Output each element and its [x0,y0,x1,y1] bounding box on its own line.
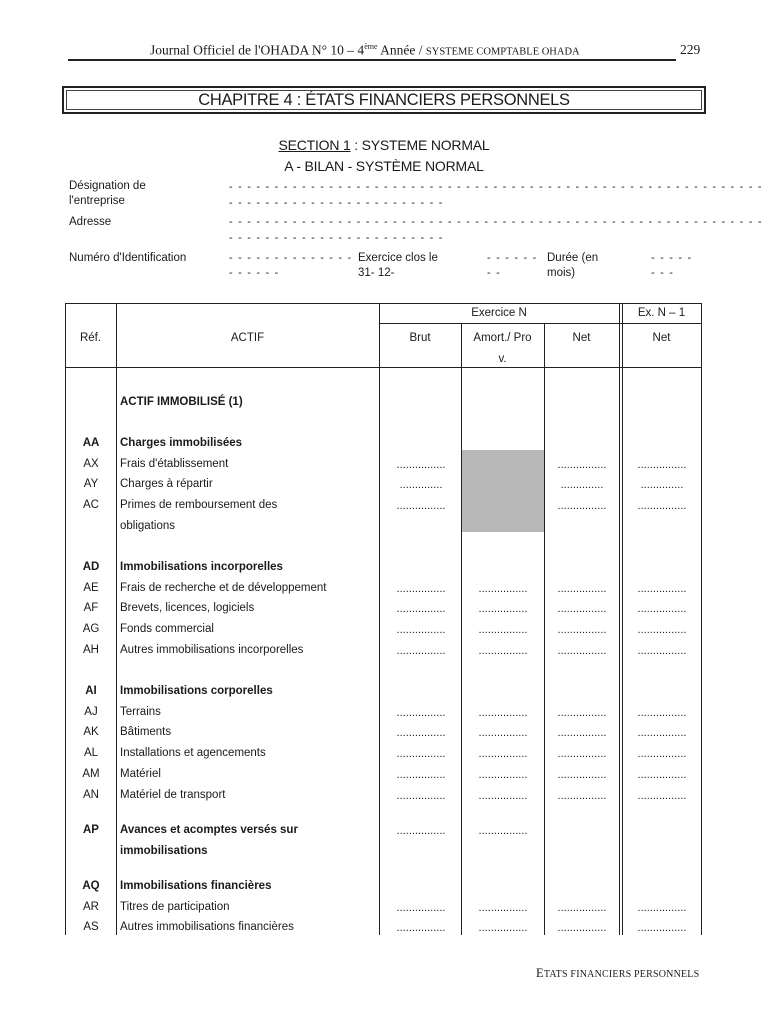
row-label-cont: obligations [120,520,175,532]
row-label: Bâtiments [120,726,172,738]
dots-brut[interactable]: ................ [396,583,446,595]
dots-net[interactable]: ................ [557,922,607,934]
dots-net-prev[interactable]: ................ [637,790,687,802]
dots-amort[interactable]: ................ [478,583,528,595]
dots-brut[interactable]: ................ [396,727,446,739]
dots-net-prev[interactable]: ................ [637,727,687,739]
journal-title-main: Journal Officiel de l'OHADA N° 10 – 4 [150,42,365,58]
row-ref: AR [83,901,99,913]
row-label: Immobilisations financières [120,880,272,892]
row-ref: AC [83,499,99,511]
row-ref: AE [83,582,99,594]
dots-net[interactable]: ................ [557,769,607,781]
numero-field-cont[interactable]: - - - - - - [229,267,280,279]
dots-brut[interactable]: ................ [396,645,446,657]
dots-net[interactable]: ................ [557,902,607,914]
duree-field[interactable]: - - - - - [651,252,693,264]
dots-net-prev[interactable]: ................ [637,459,687,471]
table-border-left [65,303,66,935]
dots-net-prev[interactable]: .............. [640,479,684,491]
dots-brut[interactable]: ................ [396,825,446,837]
dots-net-prev[interactable]: ................ [637,645,687,657]
dots-amort[interactable]: ................ [478,603,528,615]
dots-net[interactable]: ................ [557,603,607,615]
shaded-block [462,450,544,532]
header-amort-line1: Amort./ Pro [473,332,532,344]
row-ref: AD [82,561,100,573]
journal-title-superscript: ème [364,42,378,51]
row-label: Fonds commercial [120,623,214,635]
chapter-title: CHAPITRE 4 : ÉTATS FINANCIERS PERSONNELS [198,91,570,109]
dots-net[interactable]: ................ [557,707,607,719]
dots-net-prev[interactable]: ................ [637,902,687,914]
dots-amort[interactable]: ................ [478,727,528,739]
dots-net[interactable]: ................ [557,500,607,512]
row-ref: AQ [82,880,100,892]
dots-net-prev[interactable]: ................ [637,583,687,595]
header-exercice-n: Exercice N [471,307,527,319]
row-label: Immobilisations corporelles [120,685,273,697]
exercice-field[interactable]: - - - - - - [487,252,538,264]
dots-net-prev[interactable]: ................ [637,922,687,934]
dots-net[interactable]: ................ [557,790,607,802]
dots-brut[interactable]: .............. [399,479,443,491]
row-label-cont: immobilisations [120,845,208,857]
dots-brut[interactable]: ................ [396,748,446,760]
dots-net[interactable]: ................ [557,727,607,739]
row-ref: AA [82,437,100,449]
row-label: Installations et agencements [120,747,266,759]
dots-brut[interactable]: ................ [396,790,446,802]
col-divider-net-a [619,303,620,935]
dots-net-prev[interactable]: ................ [637,748,687,760]
footer-title [536,966,699,981]
dots-net[interactable]: ................ [557,459,607,471]
row-ref: AP [83,824,99,836]
row-label: Autres immobilisations incorporelles [120,644,304,656]
dots-brut[interactable]: ................ [396,902,446,914]
dots-net[interactable]: ................ [557,645,607,657]
designation-label-line1: Désignation de [69,180,146,192]
designation-label-line2: l'entreprise [69,195,125,207]
dots-brut[interactable]: ................ [396,603,446,615]
dots-net[interactable]: ................ [557,624,607,636]
section-subtitle: : SYSTEME NORMAL [350,137,490,153]
dots-brut[interactable]: ................ [396,922,446,934]
row-ref: AM [82,768,100,780]
row-label: Titres de participation [120,901,230,913]
dots-net-prev[interactable]: ................ [637,500,687,512]
exercice-label-line2: 31- 12- [358,267,395,279]
row-label: Charges à répartir [120,478,213,490]
row-ref: AL [83,747,99,759]
header-net-prev: Net [652,332,671,344]
col-divider-ref [116,303,117,935]
page-number: 229 [680,42,701,57]
duree-label-line2: mois) [547,267,576,279]
header-net: Net [572,332,591,344]
exercice-label-line1: Exercice clos le [358,252,438,264]
col-divider-brut [461,323,462,935]
dots-brut[interactable]: ................ [396,707,446,719]
row-label: Avances et acomptes versés sur [120,824,298,836]
row-ref: AG [82,623,100,635]
row-ref: AJ [84,706,98,718]
header-amort-line2: v. [498,353,507,365]
header-ref: Réf. [79,332,102,344]
header-rule [68,59,676,61]
row-ref: AI [85,685,97,697]
row-ref: AN [83,789,99,801]
dots-brut[interactable]: ................ [396,769,446,781]
dots-amort[interactable]: ................ [478,902,528,914]
header-bottom-rule [65,367,702,368]
header-divider [379,323,702,324]
chapter-box [62,86,706,114]
row-ref: AK [83,726,99,738]
header-ex-n-1: Ex. N – 1 [637,307,686,319]
adresse-field-cont[interactable]: - - - - - - - - - - - - - - - - - - - - - - - - [229,232,444,244]
designation-field-cont[interactable]: - - - - - - - - - - - - - - - - - - - - - - - - [229,197,444,209]
row-label: Charges immobilisées [120,437,243,449]
header-brut: Brut [409,332,431,344]
duree-label-line1: Durée (en [547,252,599,264]
dots-amort[interactable]: ................ [478,922,528,934]
row-ref: AS [83,921,99,933]
exercice-field-cont[interactable]: - - [487,267,501,279]
col-divider-net-b [622,303,623,935]
row-ref: AH [83,644,99,656]
dots-amort[interactable]: ................ [478,825,528,837]
numero-label: Numéro d'Identification [69,252,187,264]
numero-field[interactable]: - - - - - - - - - - - - - - [229,252,353,264]
dots-amort[interactable]: ................ [478,769,528,781]
row-label: Immobilisations incorporelles [120,561,283,573]
footer-title-initial: E [536,966,544,980]
dots-net-prev[interactable]: ................ [637,769,687,781]
row-ref: AY [83,478,99,490]
actif-immobilise-heading: ACTIF IMMOBILISÉ (1) [120,396,243,408]
dots-net-prev[interactable]: ................ [637,707,687,719]
footer-title-rest: TATS FINANCIERS PERSONNELS [543,969,700,980]
bilan-actif-table [65,303,702,935]
adresse-field[interactable]: - - - - - - - - - - - - - - - - - - - - - - - - - - - - - - - - - - - - - - - - - - - - - - - - - - - - - - - - - - - [229,216,763,228]
col-divider-actif [379,303,380,935]
col-divider-amort [544,323,545,935]
dots-amort[interactable]: ................ [478,790,528,802]
row-label: Brevets, licences, logiciels [120,602,255,614]
table-border-top [65,303,702,304]
header-actif: ACTIF [230,332,265,344]
dots-amort[interactable]: ................ [478,624,528,636]
row-label: Primes de remboursement des [120,499,278,511]
dots-net[interactable]: ................ [557,583,607,595]
row-ref: AF [83,602,99,614]
section-label: SECTION 1 [278,137,351,153]
row-label: Frais d'établissement [120,458,229,470]
table-border-right [701,303,702,935]
dots-brut[interactable]: ................ [396,624,446,636]
duree-field-cont[interactable]: - - - [651,267,675,279]
section-title [0,137,768,153]
bilan-title: A - BILAN - SYSTÈME NORMAL [284,158,484,174]
row-label: Autres immobilisations financières [120,921,294,933]
row-label: Matériel [120,768,161,780]
running-header [0,40,768,60]
dots-brut[interactable]: ................ [396,459,446,471]
dots-net[interactable]: .............. [560,479,604,491]
row-label: Frais de recherche et de développement [120,582,327,594]
row-label: Terrains [120,706,161,718]
row-ref: AX [83,458,99,470]
dots-amort[interactable]: ................ [478,645,528,657]
dots-amort[interactable]: ................ [478,707,528,719]
journal-title [150,42,580,59]
journal-title-year: Année / [377,42,426,58]
dots-brut[interactable]: ................ [396,500,446,512]
dots-net[interactable]: ................ [557,748,607,760]
adresse-label: Adresse [69,216,112,228]
dots-net-prev[interactable]: ................ [637,624,687,636]
dots-net-prev[interactable]: ................ [637,603,687,615]
designation-field[interactable]: - - - - - - - - - - - - - - - - - - - - - - - - - - - - - - - - - - - - - - - - - - - - - - - - - - - - - - - - - - - [229,181,763,193]
journal-title-system: SYSTEME COMPTABLE OHADA [425,46,580,58]
row-label: Matériel de transport [120,789,226,801]
dots-amort[interactable]: ................ [478,748,528,760]
